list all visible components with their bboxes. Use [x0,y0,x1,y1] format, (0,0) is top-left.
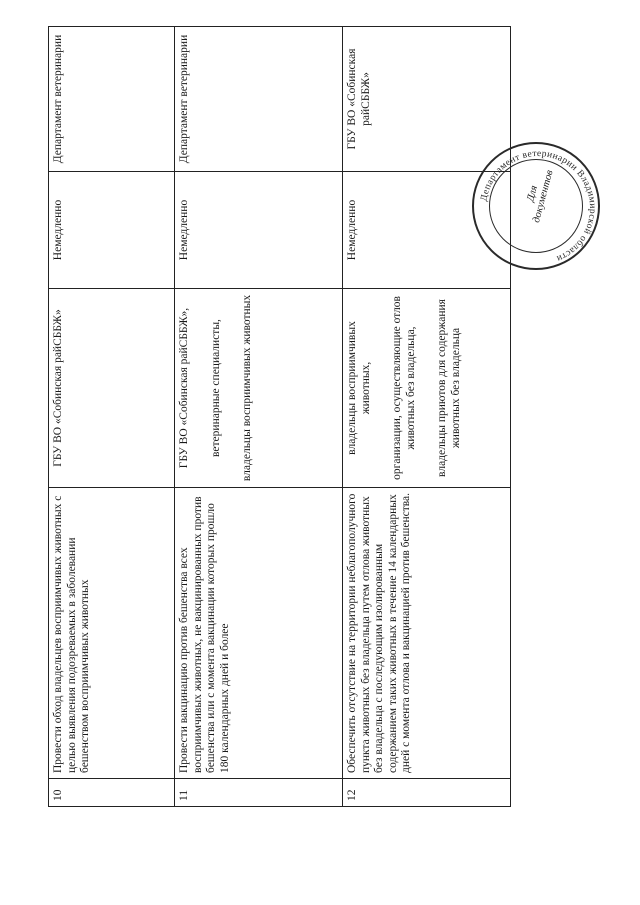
table-row [49,27,175,807]
responsible-part: владельцы приютов для содержания животных без владельца [436,299,462,477]
row-number: 12 [343,779,511,807]
stamp-center-text: Для документов [525,168,556,224]
row-number: 11 [175,779,343,807]
row-action: Провести вакцинацию против бешенства всех восприимчивых животных, не вакцинированных против бешенства или с момента вакцинации которых прошло 180 календарных дней и более [175,488,343,779]
row-control: ГБУ ВО «Собинская райСББЖ» [343,27,511,172]
responsible-part: ГБУ ВО «Собинская райСББЖ» [52,309,64,467]
responsible-part: организации, осуществляющие отлов животных без владельца, [391,296,417,480]
responsible-part: владельцы восприимчивых животных [241,294,254,482]
row-term: Немедленно [175,172,343,289]
responsible-part: владельцы восприимчивых животных, [346,321,372,455]
measures-table [48,26,511,807]
row-control: Департамент ветеринарии [49,27,175,172]
row-action: Провести обход владельцев восприимчивых животных с целью выявления подозреваемых в заболевании бешенством восприимчивых животных [49,488,175,779]
row-control: Департамент ветеринарии [175,27,343,172]
row-responsible [49,289,175,488]
responsible-part: ветеринарные специалисты, [209,319,222,457]
responsible-part: ГБУ ВО «Собинская райСББЖ», [178,307,190,469]
row-term: Немедленно [49,172,175,289]
row-number: 10 [49,779,175,807]
row-term: Немедленно [343,172,511,289]
row-responsible [343,289,511,488]
row-responsible [175,289,343,488]
official-stamp [472,142,600,270]
row-action: Обеспечить отсутствие на территории неблагополучного пункта животных без владельца путем отлова животных без владельца с последующим изолированным содержанием таких животных в течение 14 календарных дней с момента отлова и вакцинацией против бешенства. [343,488,511,779]
stamp-ring-text: Департамент ветеринарии Владимирской области [479,148,598,264]
table-row [175,27,343,807]
